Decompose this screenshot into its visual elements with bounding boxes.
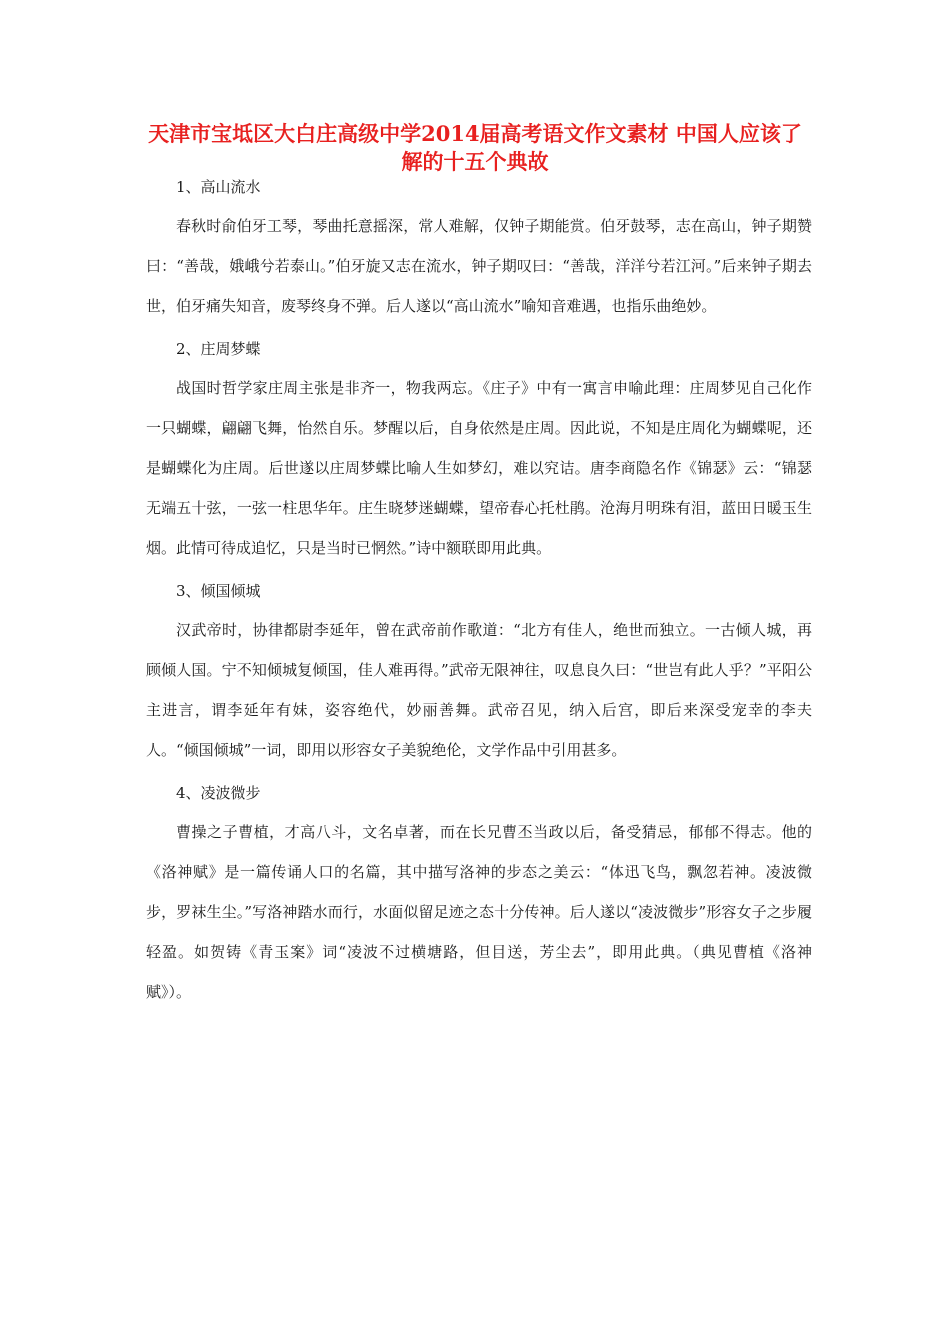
section-qingguo-qingcheng xyxy=(146,580,812,770)
section-heading: 1、高山流水 xyxy=(176,178,261,196)
section-lingbo-weibu xyxy=(146,782,812,1012)
section-heading: 3、倾国倾城 xyxy=(176,582,261,600)
section-paragraph: 汉武帝时，协律都尉李延年，曾在武帝前作歌道：“北方有佳人，绝世而独立。一古倾人城，再顾倾人国。宁不知倾城复倾国，佳人难再得。”武帝无限神往，叹息良久曰：“世岂有此人乎？”平阳公主进言，谓李延年有妹，姿容绝代，妙丽善舞。武帝召见，纳入后宫，即后来深受宠幸的李夫人。“倾国倾城”一词，即用以形容女子美貌绝伦，文学作品中引用甚多。 xyxy=(146,621,812,759)
document-body xyxy=(146,176,812,1024)
section-paragraph: 春秋时俞伯牙工琴，琴曲托意摇深，常人难解，仅钟子期能赏。伯牙鼓琴，志在高山，钟子期赞曰：“善哉，娥峨兮若泰山。”伯牙旋又志在流水，钟子期叹曰：“善哉，洋洋兮若江河。”后来钟子期去世，伯牙痛失知音，废琴终身不弹。后人遂以“高山流水”喻知音难遇，也指乐曲绝妙。 xyxy=(146,217,812,315)
section-paragraph: 战国时哲学家庄周主张是非齐一，物我两忘。《庄子》中有一寓言申喻此理：庄周梦见自己化作一只蝴蝶，翩翩飞舞，怡然自乐。梦醒以后，自身依然是庄周。因此说，不知是庄周化为蝴蝶呢，还是蝴蝶化为庄周。后世遂以庄周梦蝶比喻人生如梦幻，难以究诘。唐李商隐名作《锦瑟》云：“锦瑟无端五十弦，一弦一柱思华年。庄生晓梦迷蝴蝶，望帝春心托杜鹃。沧海月明珠有泪，蓝田日暖玉生烟。此情可待成追忆，只是当时已惘然。”诗中额联即用此典。 xyxy=(146,379,812,557)
document-title: 天津市宝坻区大白庄高级中学2014届高考语文作文素材 中国人应该了解的十五个典故 xyxy=(148,121,802,174)
section-gaoshan-liushui xyxy=(146,176,812,326)
section-paragraph: 曹操之子曹植，才高八斗，文名卓著，而在长兄曹丕当政以后，备受猜忌，郁郁不得志。他的《洛神赋》是一篇传诵人口的名篇，其中描写洛神的步态之美云：“体迅飞鸟，飘忽若神。凌波微步，罗袜生尘。”写洛神踏水而行，水面似留足迹之态十分传神。后人遂以“凌波微步”形容女子之步履轻盈。如贺铸《青玉案》词“凌波不过横塘路，但目送，芳尘去”，即用此典。（典见曹植《洛神赋》）。 xyxy=(146,823,812,1001)
section-heading: 2、庄周梦蝶 xyxy=(176,340,261,358)
section-zhuangzhou-mengdie xyxy=(146,338,812,568)
section-heading: 4、凌波微步 xyxy=(176,784,261,802)
